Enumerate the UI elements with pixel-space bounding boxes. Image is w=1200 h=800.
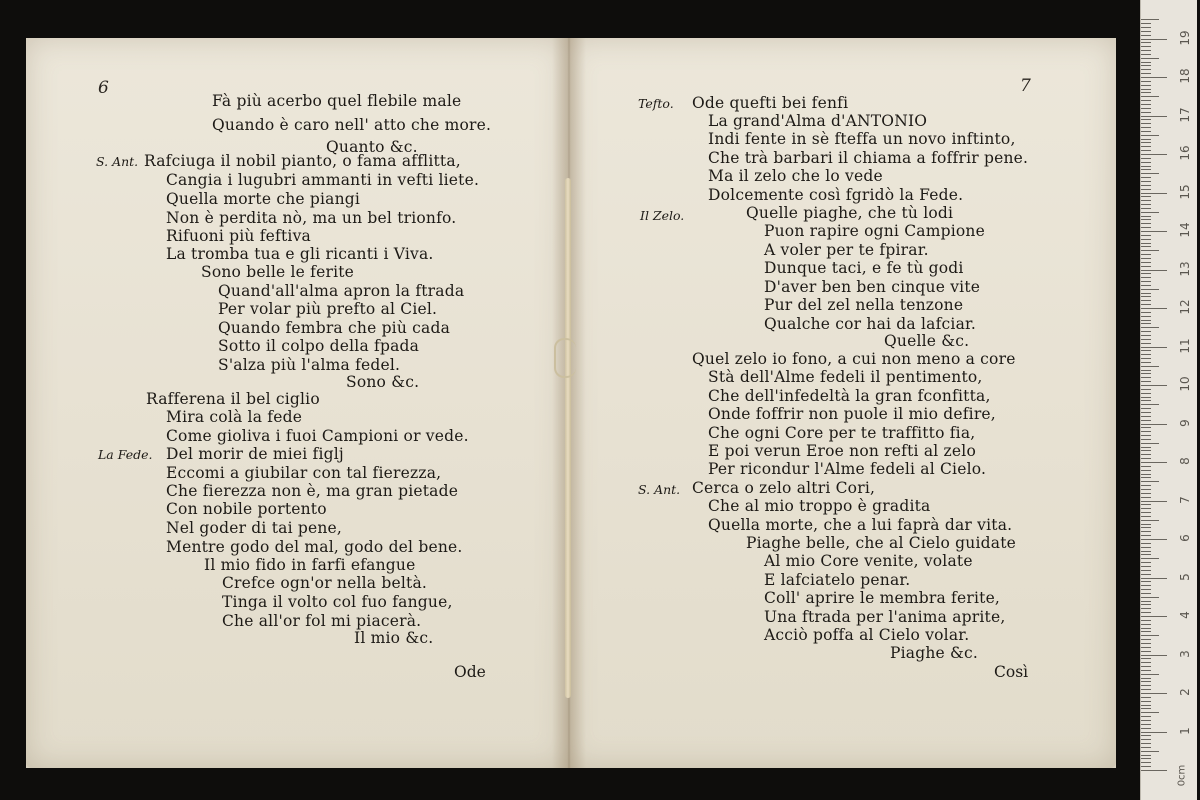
ruler-tick xyxy=(1141,266,1151,267)
ruler-tick xyxy=(1141,327,1159,328)
text-line: Quando è caro nell' atto che more. xyxy=(212,116,492,134)
ruler-tick xyxy=(1141,73,1151,74)
text-line: Con nobile portento xyxy=(166,500,327,518)
ruler-tick xyxy=(1141,647,1151,648)
ruler-tick xyxy=(1141,739,1151,740)
text-line: Piaghe &c. xyxy=(890,644,979,662)
ruler-tick xyxy=(1141,639,1151,640)
ruler-tick xyxy=(1141,393,1151,394)
ruler-tick xyxy=(1141,424,1167,425)
ruler-tick xyxy=(1141,100,1151,101)
ruler-tick xyxy=(1141,512,1151,513)
ruler-tick xyxy=(1141,154,1167,155)
ruler-tick xyxy=(1141,570,1151,571)
text-line: Quel zelo io fono, a cui non meno a core xyxy=(692,350,1016,368)
ruler-number: 12 xyxy=(1178,299,1192,315)
ruler-tick xyxy=(1141,262,1151,263)
ruler-tick xyxy=(1141,112,1151,113)
catchword: Così xyxy=(994,663,1029,681)
text-line: D'aver ben ben cinque vite xyxy=(764,278,981,296)
ruler-tick xyxy=(1141,254,1151,255)
ruler-tick xyxy=(1141,435,1151,436)
ruler-tick xyxy=(1141,762,1151,763)
ruler-tick xyxy=(1141,693,1167,694)
ruler-number: 2 xyxy=(1178,688,1192,696)
ruler-tick xyxy=(1141,354,1151,355)
ruler-tick xyxy=(1141,724,1151,725)
ruler-tick xyxy=(1141,146,1151,147)
ruler-tick xyxy=(1141,208,1151,209)
ruler-number: 19 xyxy=(1178,29,1192,46)
ruler-tick xyxy=(1141,770,1167,771)
ruler-tick xyxy=(1141,743,1151,744)
ruler-tick xyxy=(1141,601,1151,602)
ruler-tick xyxy=(1141,470,1151,471)
ruler-tick xyxy=(1141,347,1167,348)
text-line: E lafciatelo penar. xyxy=(764,571,911,589)
ruler-tick xyxy=(1141,420,1151,421)
text-line: Quando fembra che più cada xyxy=(218,319,451,337)
ruler-tick xyxy=(1141,535,1151,536)
text-line: Onde foffrir non puole il mio defire, xyxy=(708,405,996,423)
text-line: Dolcemente così fgridò la Fede. xyxy=(708,186,964,204)
ruler-tick xyxy=(1141,335,1151,336)
ruler-tick xyxy=(1141,308,1167,309)
text-line: Crefce ogn'or nella beltà. xyxy=(222,574,428,592)
text-line: Piaghe belle, che al Cielo guidate xyxy=(746,534,1016,552)
ruler-tick xyxy=(1141,574,1151,575)
ruler-tick xyxy=(1141,135,1159,136)
ruler-tick xyxy=(1141,231,1167,232)
text-line: Sotto il colpo della fpada xyxy=(218,337,420,355)
ruler-tick xyxy=(1141,431,1151,432)
ruler-tick xyxy=(1141,489,1151,490)
ruler-tick xyxy=(1141,77,1167,78)
ruler-tick xyxy=(1141,720,1151,721)
ruler-tick xyxy=(1141,370,1151,371)
ruler-tick xyxy=(1141,670,1151,671)
ruler-tick xyxy=(1141,735,1151,736)
ruler-tick xyxy=(1141,666,1151,667)
ruler-number: 11 xyxy=(1178,337,1192,354)
ruler-tick xyxy=(1141,62,1151,63)
ruler-tick xyxy=(1141,270,1167,271)
speaker-label: S. Ant. xyxy=(638,482,681,497)
text-line: Quella morte, che a lui faprà dar vita. xyxy=(708,516,1013,534)
ruler-tick xyxy=(1141,497,1151,498)
ruler-tick xyxy=(1141,373,1151,374)
text-line: Acciò poffa al Cielo volar. xyxy=(764,626,970,644)
ruler-tick xyxy=(1141,620,1151,621)
text-line: Indi fente in sè fteffa un novo inftinto, xyxy=(708,130,1016,148)
ruler-tick xyxy=(1141,243,1151,244)
ruler-tick xyxy=(1141,766,1151,767)
text-line: Il mio fido in farfi efangue xyxy=(204,556,416,574)
ruler-tick xyxy=(1141,477,1151,478)
ruler-tick xyxy=(1141,235,1151,236)
ruler-number: 16 xyxy=(1178,145,1192,161)
ruler-tick xyxy=(1141,524,1151,525)
text-line: Che ogni Core per te traffitto fia, xyxy=(708,424,976,442)
ruler-tick xyxy=(1141,416,1151,417)
ruler-tick xyxy=(1141,628,1151,629)
left-page xyxy=(26,38,566,768)
ruler-tick xyxy=(1141,608,1151,609)
ruler-tick xyxy=(1141,173,1159,174)
ruler-tick xyxy=(1141,31,1151,32)
ruler-tick xyxy=(1141,412,1151,413)
ruler-tick xyxy=(1141,108,1151,109)
ruler-number: 13 xyxy=(1178,260,1192,277)
ruler-tick xyxy=(1141,501,1167,502)
text-line: Rifuoni più feftiva xyxy=(166,227,311,245)
ruler-tick xyxy=(1141,65,1151,66)
text-line: Il mio &c. xyxy=(354,629,434,647)
ruler-tick xyxy=(1141,678,1151,679)
ruler-tick xyxy=(1141,705,1151,706)
ruler-number: 5 xyxy=(1178,572,1192,581)
ruler-tick xyxy=(1141,450,1151,451)
text-line: Quanto &c. xyxy=(326,138,418,156)
text-line: Nel goder di tai pene, xyxy=(166,519,343,537)
ruler-tick xyxy=(1141,631,1151,632)
text-line: La grand'Alma d'ANTONIO xyxy=(708,112,928,130)
ruler-tick xyxy=(1141,42,1151,43)
ruler-tick xyxy=(1141,169,1151,170)
text-line: Quelle piaghe, che tù lodi xyxy=(746,204,954,222)
text-line: Mentre godo del mal, godo del bene. xyxy=(166,538,463,556)
ruler-tick xyxy=(1141,447,1151,448)
ruler-tick xyxy=(1141,658,1151,659)
ruler-number: 4 xyxy=(1178,611,1192,619)
catchword: Ode xyxy=(454,663,486,681)
ruler-tick xyxy=(1141,708,1151,709)
ruler-tick xyxy=(1141,196,1151,197)
ruler-tick xyxy=(1141,81,1151,82)
ruler-tick xyxy=(1141,158,1151,159)
ruler-tick xyxy=(1141,362,1151,363)
ruler-tick xyxy=(1141,92,1151,93)
ruler-tick xyxy=(1141,662,1151,663)
ruler-tick xyxy=(1141,643,1151,644)
ruler-tick xyxy=(1141,404,1159,405)
ruler-tick xyxy=(1141,597,1159,598)
ruler-tick xyxy=(1141,516,1151,517)
ruler-number: 8 xyxy=(1178,457,1192,465)
ruler-tick xyxy=(1141,273,1151,274)
ruler-tick xyxy=(1141,50,1151,51)
ruler-tick xyxy=(1141,551,1151,552)
text-line: Cerca o zelo altri Cori, xyxy=(692,479,876,497)
ruler-tick xyxy=(1141,481,1159,482)
ruler-tick xyxy=(1141,339,1151,340)
ruler-tick xyxy=(1141,239,1151,240)
ruler-tick xyxy=(1141,123,1151,124)
ruler-tick xyxy=(1141,578,1167,579)
ruler-tick xyxy=(1141,697,1151,698)
ruler-tick xyxy=(1141,285,1151,286)
ruler-tick xyxy=(1141,250,1159,251)
ruler-tick xyxy=(1141,343,1151,344)
ruler-number: 15 xyxy=(1178,183,1192,200)
ruler-tick xyxy=(1141,651,1151,652)
ruler-number: 3 xyxy=(1178,649,1192,658)
ruler-tick xyxy=(1141,104,1151,105)
ruler-tick xyxy=(1141,508,1151,509)
ruler-tick xyxy=(1141,177,1151,178)
ruler-number: 17 xyxy=(1178,106,1192,123)
text-line: La tromba tua e gli ricanti i Viva. xyxy=(166,245,434,263)
text-line: Che al mio troppo è gradita xyxy=(708,497,931,515)
ruler-tick xyxy=(1141,193,1167,194)
speaker-label: Il Zelo. xyxy=(640,208,685,223)
ruler-tick xyxy=(1141,716,1151,717)
text-line: Rafciuga il nobil pianto, o fama afflitta, xyxy=(144,152,461,170)
text-line: Per ricondur l'Alme fedeli al Cielo. xyxy=(708,460,987,478)
speaker-label: S. Ant. xyxy=(96,154,139,169)
ruler-tick xyxy=(1141,131,1151,132)
text-line: Quand'all'alma apron la ftrada xyxy=(218,282,465,300)
ruler-tick xyxy=(1141,162,1151,163)
ruler-tick xyxy=(1141,320,1151,321)
ruler-tick xyxy=(1141,27,1151,28)
ruler-tick xyxy=(1141,258,1151,259)
binding-thread xyxy=(565,178,571,698)
ruler-tick xyxy=(1141,281,1151,282)
ruler-tick xyxy=(1141,35,1151,36)
text-line: Che all'or fol mi piacerà. xyxy=(222,612,422,630)
binding-knot xyxy=(554,338,576,378)
ruler-tick xyxy=(1141,89,1151,90)
ruler-tick xyxy=(1141,427,1151,428)
ruler-tick xyxy=(1141,504,1151,505)
ruler-tick xyxy=(1141,712,1159,713)
ruler-tick xyxy=(1141,443,1159,444)
text-line: Dunque taci, e fe tù godi xyxy=(764,259,964,277)
ruler-number: 14 xyxy=(1178,222,1192,238)
ruler-tick xyxy=(1141,701,1151,702)
ruler-tick xyxy=(1141,58,1159,59)
ruler-tick xyxy=(1141,558,1159,559)
ruler-tick xyxy=(1141,612,1151,613)
ruler-tick xyxy=(1141,142,1151,143)
text-line: Che dell'infedeltà la gran fconfitta, xyxy=(708,387,991,405)
text-line: Quelle &c. xyxy=(884,332,970,350)
ruler-tick xyxy=(1141,46,1151,47)
ruler-tick xyxy=(1141,304,1151,305)
text-line: Che fierezza non è, ma gran pietade xyxy=(166,482,459,500)
text-line: Cangia i lugubri ammanti in vefti liete. xyxy=(166,171,480,189)
text-line: Eccomi a giubilar con tal fierezza, xyxy=(166,464,442,482)
ruler-unit-label: 0cm xyxy=(1176,764,1188,787)
ruler-tick xyxy=(1141,466,1151,467)
ruler-tick xyxy=(1141,381,1151,382)
ruler-tick xyxy=(1141,585,1151,586)
ruler-tick xyxy=(1141,289,1159,290)
ruler-tick xyxy=(1141,554,1151,555)
ruler-tick xyxy=(1141,474,1151,475)
ruler-tick xyxy=(1141,755,1151,756)
right-page xyxy=(566,38,1116,768)
ruler-tick xyxy=(1141,547,1151,548)
ruler-tick xyxy=(1141,685,1151,686)
ruler-tick xyxy=(1141,23,1151,24)
ruler-tick xyxy=(1141,39,1167,40)
ruler-tick xyxy=(1141,216,1151,217)
ruler-tick xyxy=(1141,616,1167,617)
ruler-tick xyxy=(1141,316,1151,317)
ruler-tick xyxy=(1141,655,1167,656)
ruler-tick xyxy=(1141,227,1151,228)
ruler-tick xyxy=(1141,296,1151,297)
ruler-tick xyxy=(1141,562,1151,563)
ruler-tick xyxy=(1141,293,1151,294)
ruler-tick xyxy=(1141,527,1151,528)
ruler-tick xyxy=(1141,566,1151,567)
text-line: Coll' aprire le membra ferite, xyxy=(764,589,1001,607)
ruler-tick xyxy=(1141,520,1159,521)
ruler-tick xyxy=(1141,732,1167,733)
text-line: Stà dell'Alme fedeli il pentimento, xyxy=(708,368,983,386)
ruler-tick xyxy=(1141,85,1151,86)
page-number: 7 xyxy=(1020,76,1031,96)
ruler-tick xyxy=(1141,458,1151,459)
ruler-tick xyxy=(1141,189,1151,190)
text-line: Ode quefti bei fenfi xyxy=(692,94,849,112)
ruler-tick xyxy=(1141,747,1151,748)
ruler-tick xyxy=(1141,377,1151,378)
ruler-tick xyxy=(1141,139,1151,140)
text-line: Quella morte che piangi xyxy=(166,190,361,208)
ruler-number: 18 xyxy=(1178,68,1192,84)
ruler-tick xyxy=(1141,589,1151,590)
ruler-tick xyxy=(1141,493,1151,494)
ruler-tick xyxy=(1141,54,1151,55)
ruler-tick xyxy=(1141,219,1151,220)
ruler-tick xyxy=(1141,389,1151,390)
ruler-tick xyxy=(1141,385,1167,386)
ruler-tick xyxy=(1141,400,1151,401)
ruler-tick xyxy=(1141,485,1151,486)
ruler-tick xyxy=(1141,439,1151,440)
ruler-tick xyxy=(1141,150,1151,151)
ruler-tick xyxy=(1141,331,1151,332)
ruler-tick xyxy=(1141,127,1151,128)
text-line: Una ftrada per l'anima aprite, xyxy=(764,608,1006,626)
ruler-tick xyxy=(1141,539,1167,540)
text-line: S'alza più l'alma fedel. xyxy=(218,356,401,374)
speaker-label: Tefto. xyxy=(638,96,674,111)
ruler-tick xyxy=(1141,350,1151,351)
text-line: Fà più acerbo quel flebile male xyxy=(212,92,462,110)
ruler-tick xyxy=(1141,758,1151,759)
ruler-tick xyxy=(1141,635,1159,636)
ruler-tick xyxy=(1141,397,1151,398)
ruler-tick xyxy=(1141,300,1151,301)
ruler-tick xyxy=(1141,366,1159,367)
text-line: Tinga il volto col fuo fangue, xyxy=(222,593,453,611)
text-line: E poi verun Eroe non refti al zelo xyxy=(708,442,976,460)
ruler-tick xyxy=(1141,751,1159,752)
measuring-ruler xyxy=(1140,0,1197,800)
ruler-tick xyxy=(1141,204,1151,205)
text-line: Ma il zelo che lo vede xyxy=(708,167,883,185)
ruler-tick xyxy=(1141,277,1151,278)
text-line: Al mio Core venite, volate xyxy=(764,552,973,570)
text-line: Del morir de miei figlj xyxy=(166,445,344,463)
text-line: A voler per te fpirar. xyxy=(764,241,929,259)
ruler-tick xyxy=(1141,408,1151,409)
ruler-tick xyxy=(1141,454,1151,455)
ruler-tick xyxy=(1141,689,1151,690)
ruler-number: 6 xyxy=(1178,534,1192,542)
ruler-number: 7 xyxy=(1178,495,1192,504)
open-book xyxy=(26,38,1116,768)
ruler-tick xyxy=(1141,166,1151,167)
text-line: Per volar più prefto al Ciel. xyxy=(218,300,438,318)
text-line: Sono belle le ferite xyxy=(201,263,355,281)
ruler-tick xyxy=(1141,531,1151,532)
ruler-tick xyxy=(1141,212,1159,213)
text-line: Rafferena il bel ciglio xyxy=(146,390,320,408)
ruler-tick xyxy=(1141,681,1151,682)
ruler-tick xyxy=(1141,624,1151,625)
ruler-tick xyxy=(1141,19,1159,20)
page-number: 6 xyxy=(98,78,109,98)
text-line: Non è perdita nò, ma un bel trionfo. xyxy=(166,209,457,227)
ruler-tick xyxy=(1141,69,1151,70)
ruler-tick xyxy=(1141,581,1151,582)
ruler-tick xyxy=(1141,181,1151,182)
ruler-number: 9 xyxy=(1178,418,1192,427)
ruler-tick xyxy=(1141,312,1151,313)
ruler-tick xyxy=(1141,119,1151,120)
ruler-tick xyxy=(1141,543,1151,544)
ruler-tick xyxy=(1141,96,1159,97)
text-line: Pur del zel nella tenzone xyxy=(764,296,964,314)
ruler-tick xyxy=(1141,728,1151,729)
ruler-tick xyxy=(1141,593,1151,594)
text-line: Come gioliva i fuoi Campioni or vede. xyxy=(166,427,469,445)
ruler-tick xyxy=(1141,185,1151,186)
ruler-tick xyxy=(1141,223,1151,224)
ruler-tick xyxy=(1141,200,1151,201)
ruler-tick xyxy=(1141,674,1159,675)
ruler-tick xyxy=(1141,323,1151,324)
text-line: Sono &c. xyxy=(346,373,420,391)
ruler-number: 1 xyxy=(1178,726,1192,735)
text-line: Puon rapire ogni Campione xyxy=(764,222,985,240)
text-line: Mira colà la fede xyxy=(166,408,303,426)
ruler-tick xyxy=(1141,358,1151,359)
text-line: Qualche cor hai da lafciar. xyxy=(764,315,977,333)
speaker-label: La Fede. xyxy=(98,447,153,462)
ruler-tick xyxy=(1141,604,1151,605)
ruler-tick xyxy=(1141,246,1151,247)
ruler-number: 10 xyxy=(1178,376,1192,392)
text-line: Che trà barbari il chiama a foffrir pene. xyxy=(708,149,1029,167)
ruler-tick xyxy=(1141,116,1167,117)
ruler-tick xyxy=(1141,462,1167,463)
